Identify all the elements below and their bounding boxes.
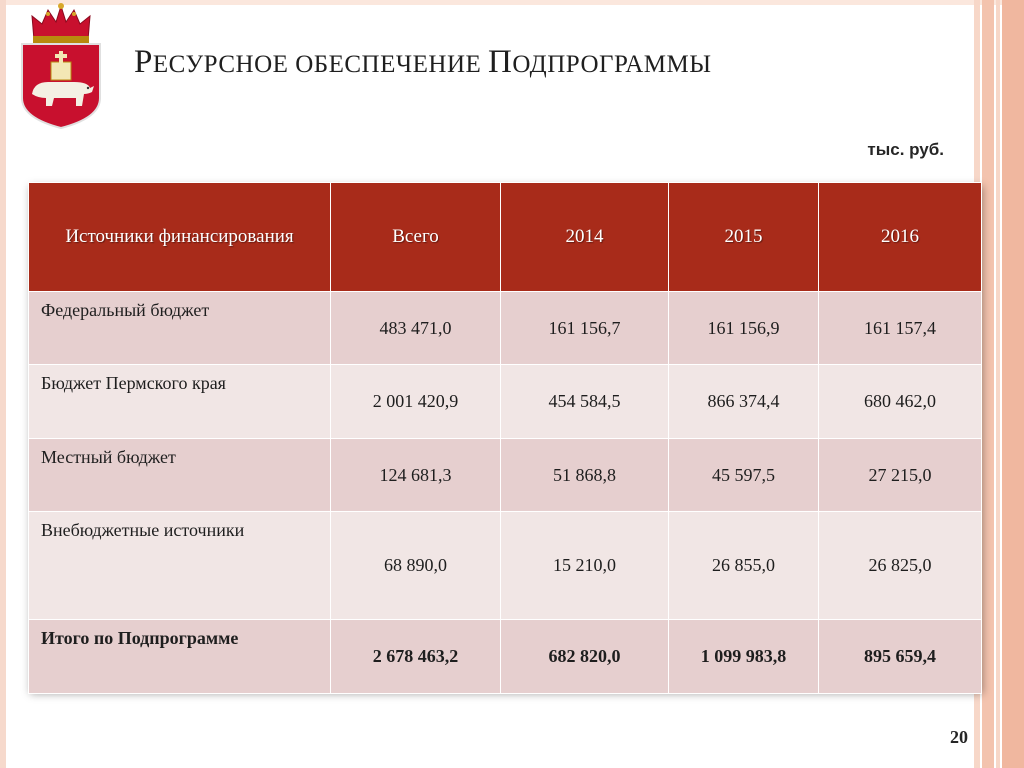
cell-2016: 27 215,0 — [819, 439, 982, 512]
title-part: П — [488, 44, 513, 80]
table-total-row — [29, 620, 982, 694]
cell-2016: 26 825,0 — [819, 512, 982, 620]
cell-2014: 682 820,0 — [501, 620, 669, 694]
unit-label: тыс. руб. — [867, 140, 944, 159]
header-2014: 2014 — [501, 183, 669, 292]
left-border — [0, 0, 6, 768]
table-header-row — [29, 183, 982, 292]
cell-2014: 51 868,8 — [501, 439, 669, 512]
table-row — [29, 292, 982, 365]
slide-title — [134, 44, 954, 81]
cell-source: Внебюджетные источники — [29, 512, 331, 620]
cell-2015: 1 099 983,8 — [669, 620, 819, 694]
cell-total: 483 471,0 — [331, 292, 501, 365]
cell-2014: 15 210,0 — [501, 512, 669, 620]
header-source: Источники финансирования — [29, 183, 331, 292]
cell-source: Итого по Подпрограмме — [29, 620, 331, 694]
cell-total: 68 890,0 — [331, 512, 501, 620]
cell-2014: 454 584,5 — [501, 365, 669, 439]
table-row — [29, 365, 982, 439]
header-total: Всего — [331, 183, 501, 292]
cell-2016: 161 157,4 — [819, 292, 982, 365]
cell-source: Местный бюджет — [29, 439, 331, 512]
table-row — [29, 512, 982, 620]
cell-total: 124 681,3 — [331, 439, 501, 512]
cell-2016: 895 659,4 — [819, 620, 982, 694]
header-2016: 2016 — [819, 183, 982, 292]
cell-source: Федеральный бюджет — [29, 292, 331, 365]
coat-of-arms-emblem — [18, 2, 104, 130]
title-part: ЕСУРСНОЕ ОБЕСПЕЧЕНИЕ — [152, 51, 489, 78]
title-part: ОДПРОГРАММЫ — [512, 51, 712, 78]
cell-total: 2 001 420,9 — [331, 365, 501, 439]
header-2015: 2015 — [669, 183, 819, 292]
cell-2015: 45 597,5 — [669, 439, 819, 512]
funding-table — [28, 182, 981, 690]
cell-2015: 866 374,4 — [669, 365, 819, 439]
table-row — [29, 439, 982, 512]
top-border — [0, 0, 1024, 5]
cell-2014: 161 156,7 — [501, 292, 669, 365]
cell-2015: 161 156,9 — [669, 292, 819, 365]
cell-source: Бюджет Пермского края — [29, 365, 331, 439]
page-number: 20 — [950, 727, 968, 747]
title-part: Р — [134, 44, 153, 80]
cell-2015: 26 855,0 — [669, 512, 819, 620]
cell-total: 2 678 463,2 — [331, 620, 501, 694]
cell-2016: 680 462,0 — [819, 365, 982, 439]
